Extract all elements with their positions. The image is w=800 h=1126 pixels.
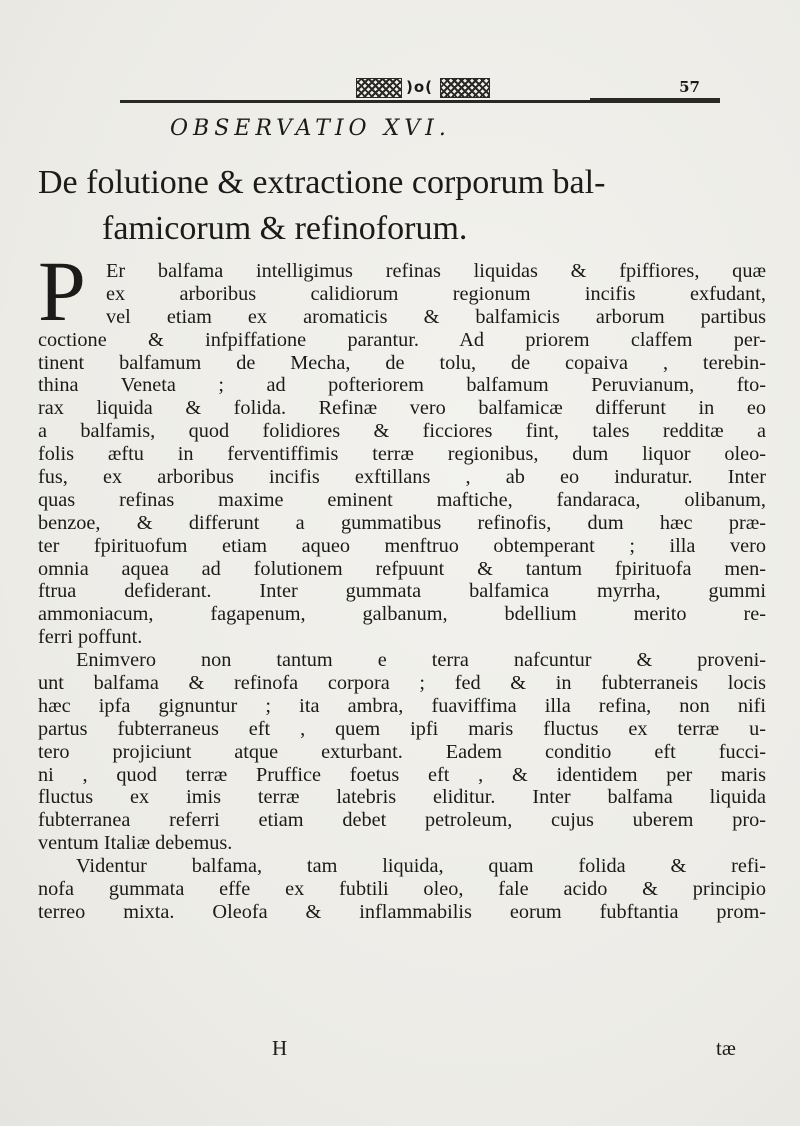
ornament-left-icon	[356, 78, 402, 98]
drop-cap: P	[38, 243, 86, 339]
text-line: terreo mixta. Oleofa & inflammabilis eorum fubftantia prom-	[38, 900, 766, 923]
text-line: quas refinas maxime eminent maftiche, fandaraca, olibanum,	[38, 488, 766, 511]
ornament-right-icon	[440, 78, 490, 98]
text-line: folis æftu in ferventiffimis terræ regionibus, dum liquor oleo-	[38, 443, 766, 466]
text-line: unt balfama & refinofa corpora ; fed & in fubterraneis locis	[38, 672, 766, 695]
header-band	[120, 76, 720, 112]
text-line: Er balfama intelligimus refinas liquidas & fpiffiores, quæ	[106, 260, 766, 282]
header-rule-thick	[590, 98, 720, 103]
observation-title: OBSERVATIO XVI.	[170, 116, 451, 141]
text-line: Videntur balfama, tam liquida, quam folida & refi-	[76, 855, 766, 878]
text-line: ni , quod terræ Pruffice foetus eft , & identidem per maris	[38, 763, 766, 786]
text-line: ventum Italiæ debemus.	[38, 832, 233, 855]
text-line: ammoniacum, fagapenum, galbanum, bdellium merito re-	[38, 603, 766, 626]
text-line: rax liquida & folida. Refinæ vero balfamicæ differunt in eo	[38, 397, 766, 420]
text-line: a balfamis, quod folidiores & ficciores fint, tales redditæ a	[38, 420, 766, 443]
heading-line-1: De folutione & extractione corporum bal-	[38, 164, 606, 201]
body-text	[38, 243, 766, 924]
text-line: hæc ipfa gignuntur ; ita ambra, fuaviffima illa refina, non nifi	[38, 694, 766, 717]
text-line: ftrua defiderant. Inter gummata balfamica myrrha, gummi	[38, 580, 766, 603]
text-line: coctione & infpiffatione parantur. Ad priorem claffem per-	[38, 328, 766, 351]
text-line: tinent balfamum de Mecha, de tolu, de copaiva , terebin-	[38, 351, 766, 374]
text-line: Enimvero non tantum e terra nafcuntur & proveni-	[76, 649, 766, 672]
text-line: thina Veneta ; ad pofteriorem balfamum Peruvianum, fto-	[38, 374, 766, 397]
heading-line-2: famicorum & refinoforum.	[102, 210, 468, 247]
text-line: fus, ex arboribus incifis exftillans , ab eo induratur. Inter	[38, 466, 766, 489]
text-line: fluctus ex imis terræ latebris eliditur. Inter balfama liquida	[38, 786, 766, 809]
text-line: nofa gummata effe ex fubtili oleo, fale acido & principio	[38, 878, 766, 901]
text-line: omnia aquea ad folutionem refpuunt & tantum fpirituofa men-	[38, 557, 766, 580]
catchword: tæ	[716, 1036, 736, 1060]
page-number: 57	[679, 78, 700, 96]
text-line: fubterranea referri etiam debet petroleum, cujus uberem pro-	[38, 809, 766, 832]
text-line: partus fubterraneus eft , quem ipfi maris fluctus ex terræ u-	[38, 717, 766, 740]
text-line: ferri poffunt.	[38, 626, 143, 649]
text-line: benzoe, & differunt a gummatibus refinofis, dum hæc præ-	[38, 511, 766, 534]
text-line: tero projiciunt atque exturbant. Eadem conditio eft fucci-	[38, 740, 766, 763]
chapter-heading	[38, 160, 758, 252]
text-line: vel etiam ex aromaticis & balfamicis arborum partibus	[106, 305, 766, 328]
text-line: ex arboribus calidiorum regionum incifis exfudant,	[106, 282, 766, 305]
signature-mark: H	[272, 1036, 288, 1060]
text-line: ter fpirituofum etiam aqueo menftruo obtemperant ; illa vero	[38, 534, 766, 557]
ornament-center: )o(	[406, 78, 434, 96]
